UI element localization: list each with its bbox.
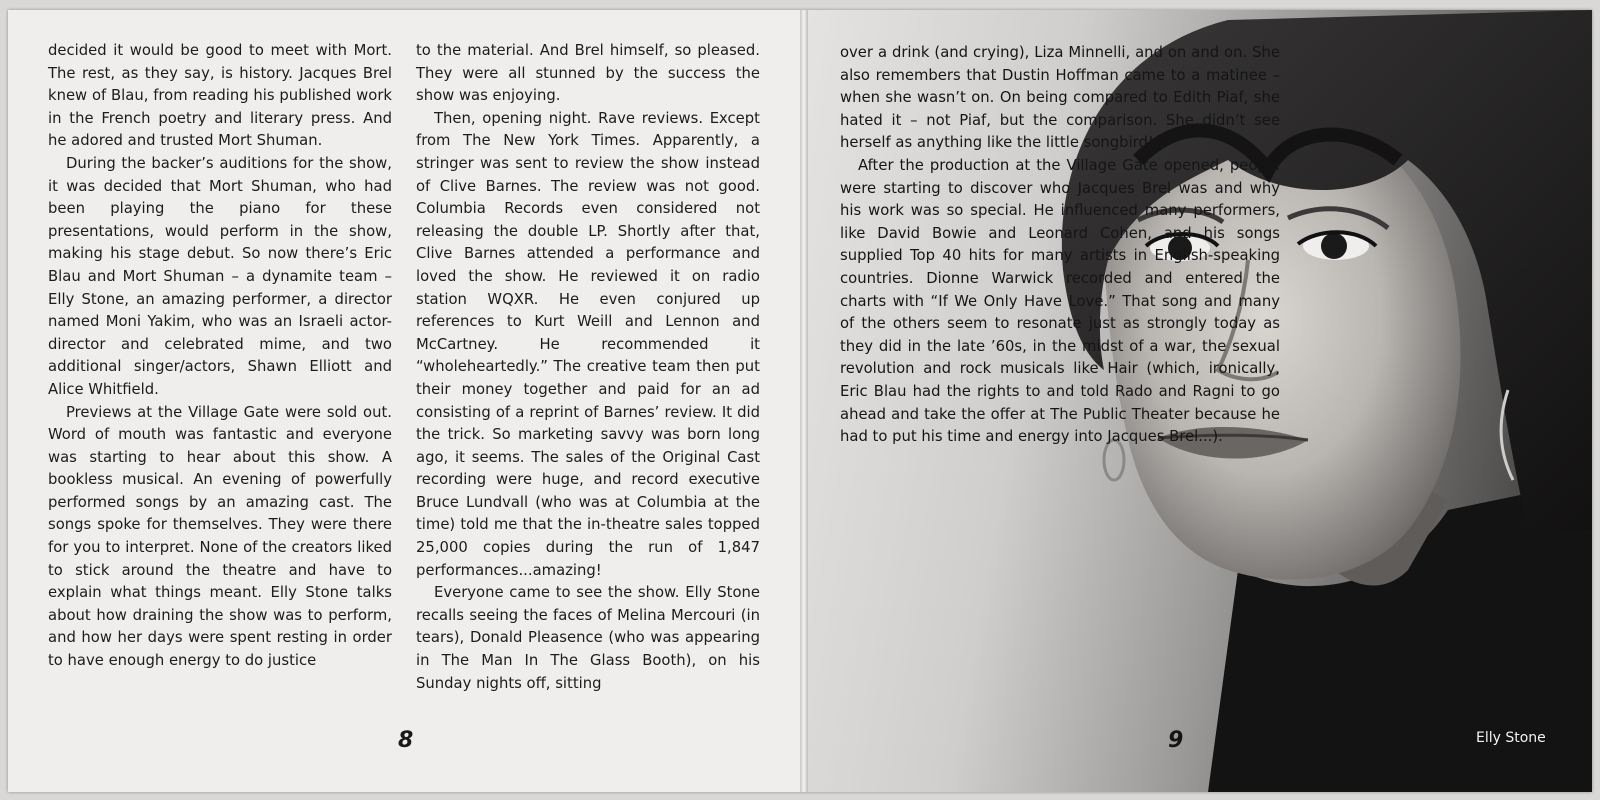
left-column-1 <box>48 40 392 673</box>
page-right <box>808 10 1592 792</box>
paragraph: During the backer’s auditions for the show, it was decided that Mort Shuman, who had been playing the piano for these presentations, would perform in the show, making his stage debut. So now there’s Eric Blau and Mort Shuman – a dynamite team – Elly Stone, an amazing performer, a director named Moni Yakim, who was an Israeli actor-director and celebrated mime, and two additional singer/actors, Shawn Elliott and Alice Whitfield. <box>48 154 392 398</box>
paragraph: over a drink (and crying), Liza Minnelli, and on and on. She also remembers that Dustin Hoffman came to a matinee – when she wasn’t on. On being compared to Edith Piaf, she hated it – not Piaf, but the comparison. She didn’t see herself as anything like the little songbird! <box>840 44 1280 152</box>
paragraph: Then, opening night. Rave reviews. Except from The New York Times. Apparently, a stringer was sent to review the show instead of Clive Barnes. The review was not good. Columbia Records even considered not releasing the double LP. Shortly after that, Clive Barnes attended a performance and loved the show. He reviewed it on radio station WQXR. He even conjured up references to Kurt Weill and Lennon and McCartney. He recommended it “wholeheartedly.” The creative team then put their money together and paid for an ad consisting of a reprint of Barnes’ review. It did the trick. So marketing savvy was born long ago, it seems. The sales of the Original Cast recording were huge, and record executive Bruce Lundvall (who was at Columbia at the time) told me that the in-theatre sales topped 25,000 copies during the run of 1,847 performances...amazing! <box>416 109 760 579</box>
page-left <box>8 10 800 792</box>
left-column-2 <box>416 40 760 695</box>
paragraph: to the material. And Brel himself, so pleased. They were all stunned by the success the show was enjoying. <box>416 42 760 105</box>
page-number-right: 9 <box>1168 728 1184 753</box>
page-number-left: 8 <box>398 728 414 753</box>
photo-caption: Elly Stone <box>1476 730 1546 746</box>
paragraph: After the production at the Village Gate opened, people were starting to discover who Jacques Brel was and why his work was so special. He influenced many performers, like David Bowie and Leonard Cohen, and his songs supplied Top 40 hits for many artists in English-speaking countries. Dionne Warwick recorded and entered the charts with “If We Only Have Love.” That song and many of the others seem to resonate just as strongly today as they did in the late ’60s, in the midst of a war, the sexual revolution and rock musicals like Hair (which, ironically, Eric Blau had the rights to and told Rado and Ragni to go ahead and take the offer at The Public Theater because he had to put his time and energy into Jacques Brel...). <box>840 156 1280 446</box>
right-column <box>840 42 1280 449</box>
gutter-fold <box>800 10 808 792</box>
booklet-spread <box>8 10 1592 792</box>
paragraph: Everyone came to see the show. Elly Stone recalls seeing the faces of Melina Mercouri (in tears), Donald Pleasence (who was appearing in The Man In The Glass Booth), on his Sunday nights off, sitting <box>416 584 760 692</box>
paragraph: Previews at the Village Gate were sold out. Word of mouth was fantastic and everyone was starting to hear about this show. A bookless musical. An evening of powerfully performed songs by an amazing cast. The songs spoke for themselves. They were there for you to interpret. None of the creators liked to stick around the theatre and have to explain what things meant. Elly Stone talks about how draining the show was to perform, and how her days were spent resting in order to have enough energy to do justice <box>48 403 392 670</box>
paragraph: decided it would be good to meet with Mort. The rest, as they say, is history. Jacques Brel knew of Blau, from reading his published work in the French poetry and literary press. And he adored and trusted Mort Shuman. <box>48 42 392 150</box>
